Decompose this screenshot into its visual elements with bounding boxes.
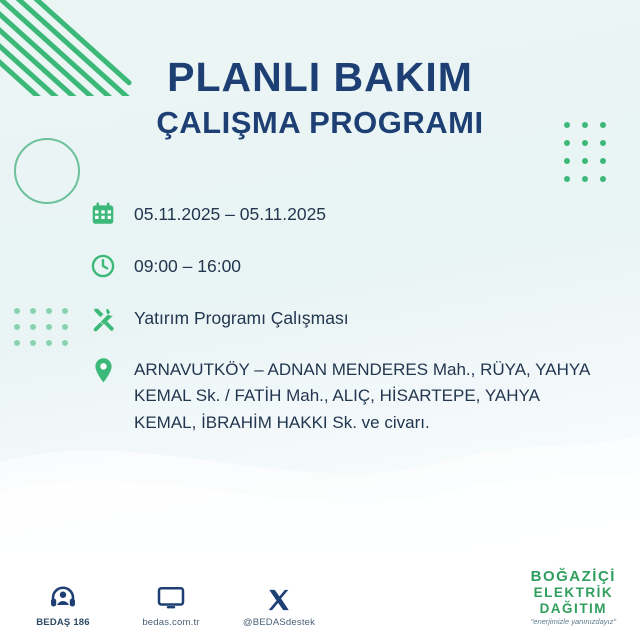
brand-line-3: DAĞITIM — [539, 600, 608, 616]
page-title — [0, 56, 640, 141]
work-type-value: Yatırım Programı Çalışması — [134, 308, 349, 328]
brand-slogan: "enerjimizle yanınızdayız" — [530, 616, 616, 626]
headset-icon — [26, 581, 100, 613]
info-row-time — [86, 250, 600, 282]
footer-item-call-center[interactable] — [26, 581, 100, 628]
location-pin-icon — [86, 354, 120, 386]
info-row-work-type — [86, 302, 600, 334]
brand-line-2: ELEKTRİK — [533, 585, 614, 601]
footer-label-x-account: @BEDASdestek — [242, 617, 316, 628]
monitor-icon — [134, 581, 208, 613]
footer-contact-list — [26, 581, 316, 628]
footer-label-website: bedas.com.tr — [142, 617, 200, 628]
info-row-location — [86, 354, 600, 436]
footer-label-call-center: BEDAŞ 186 — [36, 617, 90, 628]
brand-line-1: BOĞAZİÇİ — [530, 567, 616, 585]
x-logo-icon — [242, 581, 316, 613]
dot-grid-decoration-left — [14, 308, 68, 346]
info-list — [86, 198, 600, 456]
circle-outline-decoration — [14, 138, 80, 204]
info-row-date — [86, 198, 600, 230]
footer-item-x-account[interactable] — [242, 581, 316, 628]
title-line-1: PLANLI BAKIM — [167, 54, 473, 100]
calendar-icon — [86, 198, 120, 230]
date-value: 05.11.2025 – 05.11.2025 — [134, 204, 327, 224]
footer-item-website[interactable] — [134, 581, 208, 628]
location-value: ARNAVUTKÖY – ADNAN MENDERES Mah., RÜYA, YAHYA KEMAL Sk. / FATİH Mah., ALIÇ, HİSARTEPE, YAHYA KEMAL, İBRAHİM HAKKI Sk. ve civarı. — [134, 360, 590, 432]
footer-bar — [0, 554, 640, 640]
title-line-2: ÇALIŞMA PROGRAMI — [156, 105, 484, 141]
time-value: 09:00 – 16:00 — [134, 256, 242, 276]
tools-icon — [86, 302, 120, 334]
bedas-logo — [531, 569, 616, 626]
clock-icon — [86, 250, 120, 282]
